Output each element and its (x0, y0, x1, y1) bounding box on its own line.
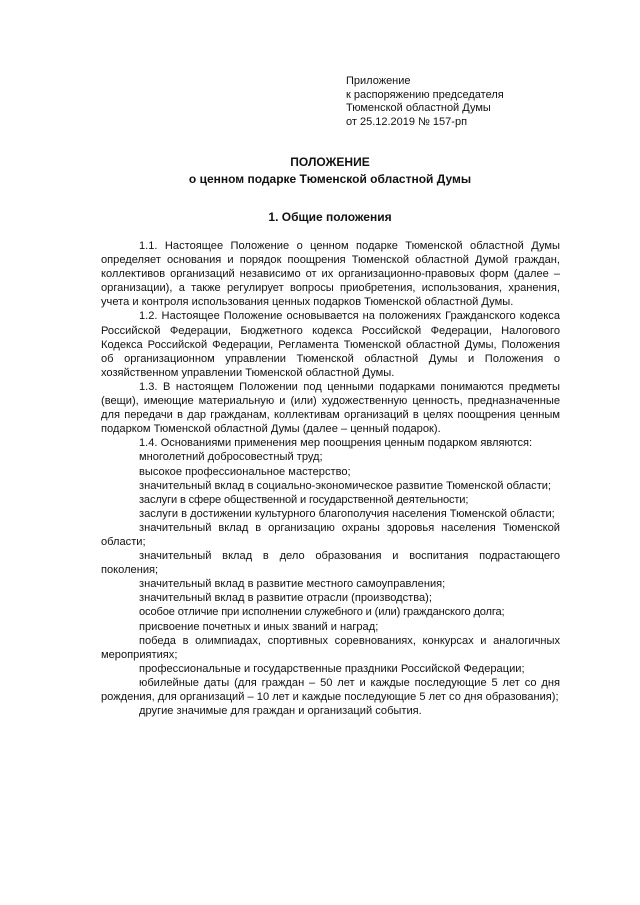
paragraph: 1.3. В настоящем Положении под ценными подарками понимаются предметы (вещи), имеющие материальную и (или) художественную ценность, предназначенные для передачи в дар гражданам, коллективам организаций в целях поощрения ценным подарком Тюменской областной Думы (далее – ценный подарок). (101, 380, 560, 436)
list-item: заслуги в сфере общественной и государственной деятельности; (139, 493, 469, 506)
list-item: многолетний добросовестный труд; (139, 451, 323, 464)
list-item: значительный вклад в дело образования и воспитания подрастающего поколения; (101, 550, 560, 577)
paragraph: 1.4. Основаниями применения мер поощрения ценным подарком являются: (139, 437, 533, 450)
annex-line: к распоряжению председателя (346, 88, 504, 101)
list-item: заслуги в достижении культурного благополучия населения Тюменской области; (139, 507, 555, 520)
paragraph: 1.1. Настоящее Положение о ценном подарке Тюменской областной Думы определяет основания и порядок поощрения Тюменской областной Думой граждан, коллективов организаций независимо от их организационно-правовых форм (далее – организации), а также регулирует вопросы приобретения, использования, хранения, учета и контроля использования ценных подарков Тюменской областной Думы. (101, 240, 560, 309)
list-item: юбилейные даты (для граждан – 50 лет и каждые последующие 5 лет со дня рождения, для организаций – 10 лет и каждые последующие 5 лет со дня образования); (101, 676, 560, 703)
list-item: высокое профессиональное мастерство; (139, 465, 351, 478)
document-title (100, 154, 560, 188)
list-item: значительный вклад в развитие местного самоуправления; (139, 578, 446, 591)
section-heading: 1. Общие положения (268, 210, 392, 224)
annex-line: Приложение (346, 75, 411, 87)
list-item: значительный вклад в развитие отрасли (производства); (139, 592, 432, 605)
list-item: присвоение почетных и иных званий и наград; (139, 620, 379, 633)
section-body (101, 239, 560, 718)
annex-date-line: от 25.12.2019 № 157-рп (346, 115, 468, 128)
title-main: ПОЛОЖЕНИЕ (290, 155, 370, 169)
annex-line: Тюменской областной Думы (346, 102, 491, 114)
list-item: победа в олимпиадах, спортивных соревнованиях, конкурсах и аналогичных мероприятиях; (101, 634, 560, 661)
list-item: значительный вклад в социально-экономическое развитие Тюменской области; (139, 479, 552, 492)
list-item: особое отличие при исполнении служебного и (или) гражданского долга; (139, 606, 505, 619)
list-item: профессиональные и государственные праздники Российской Федерации; (139, 662, 525, 675)
list-item: другие значимые для граждан и организаций события. (139, 705, 422, 718)
annex-block (346, 75, 504, 129)
paragraph: 1.2. Настоящее Положение основывается на положениях Гражданского кодекса Российской Федерации, Бюджетного кодекса Российской Федерации, Налогового Кодекса Российской Федерации, Регламента Тюменской областной Думы, Положения об организационном управлении Тюменской областной Думы и Положения о хозяйственном управлении Тюменской областной Думы. (101, 310, 560, 379)
list-item: значительный вклад в организацию охраны здоровья населения Тюменской области; (101, 521, 560, 548)
title-sub: о ценном подарке Тюменской областной Думы (188, 172, 472, 186)
